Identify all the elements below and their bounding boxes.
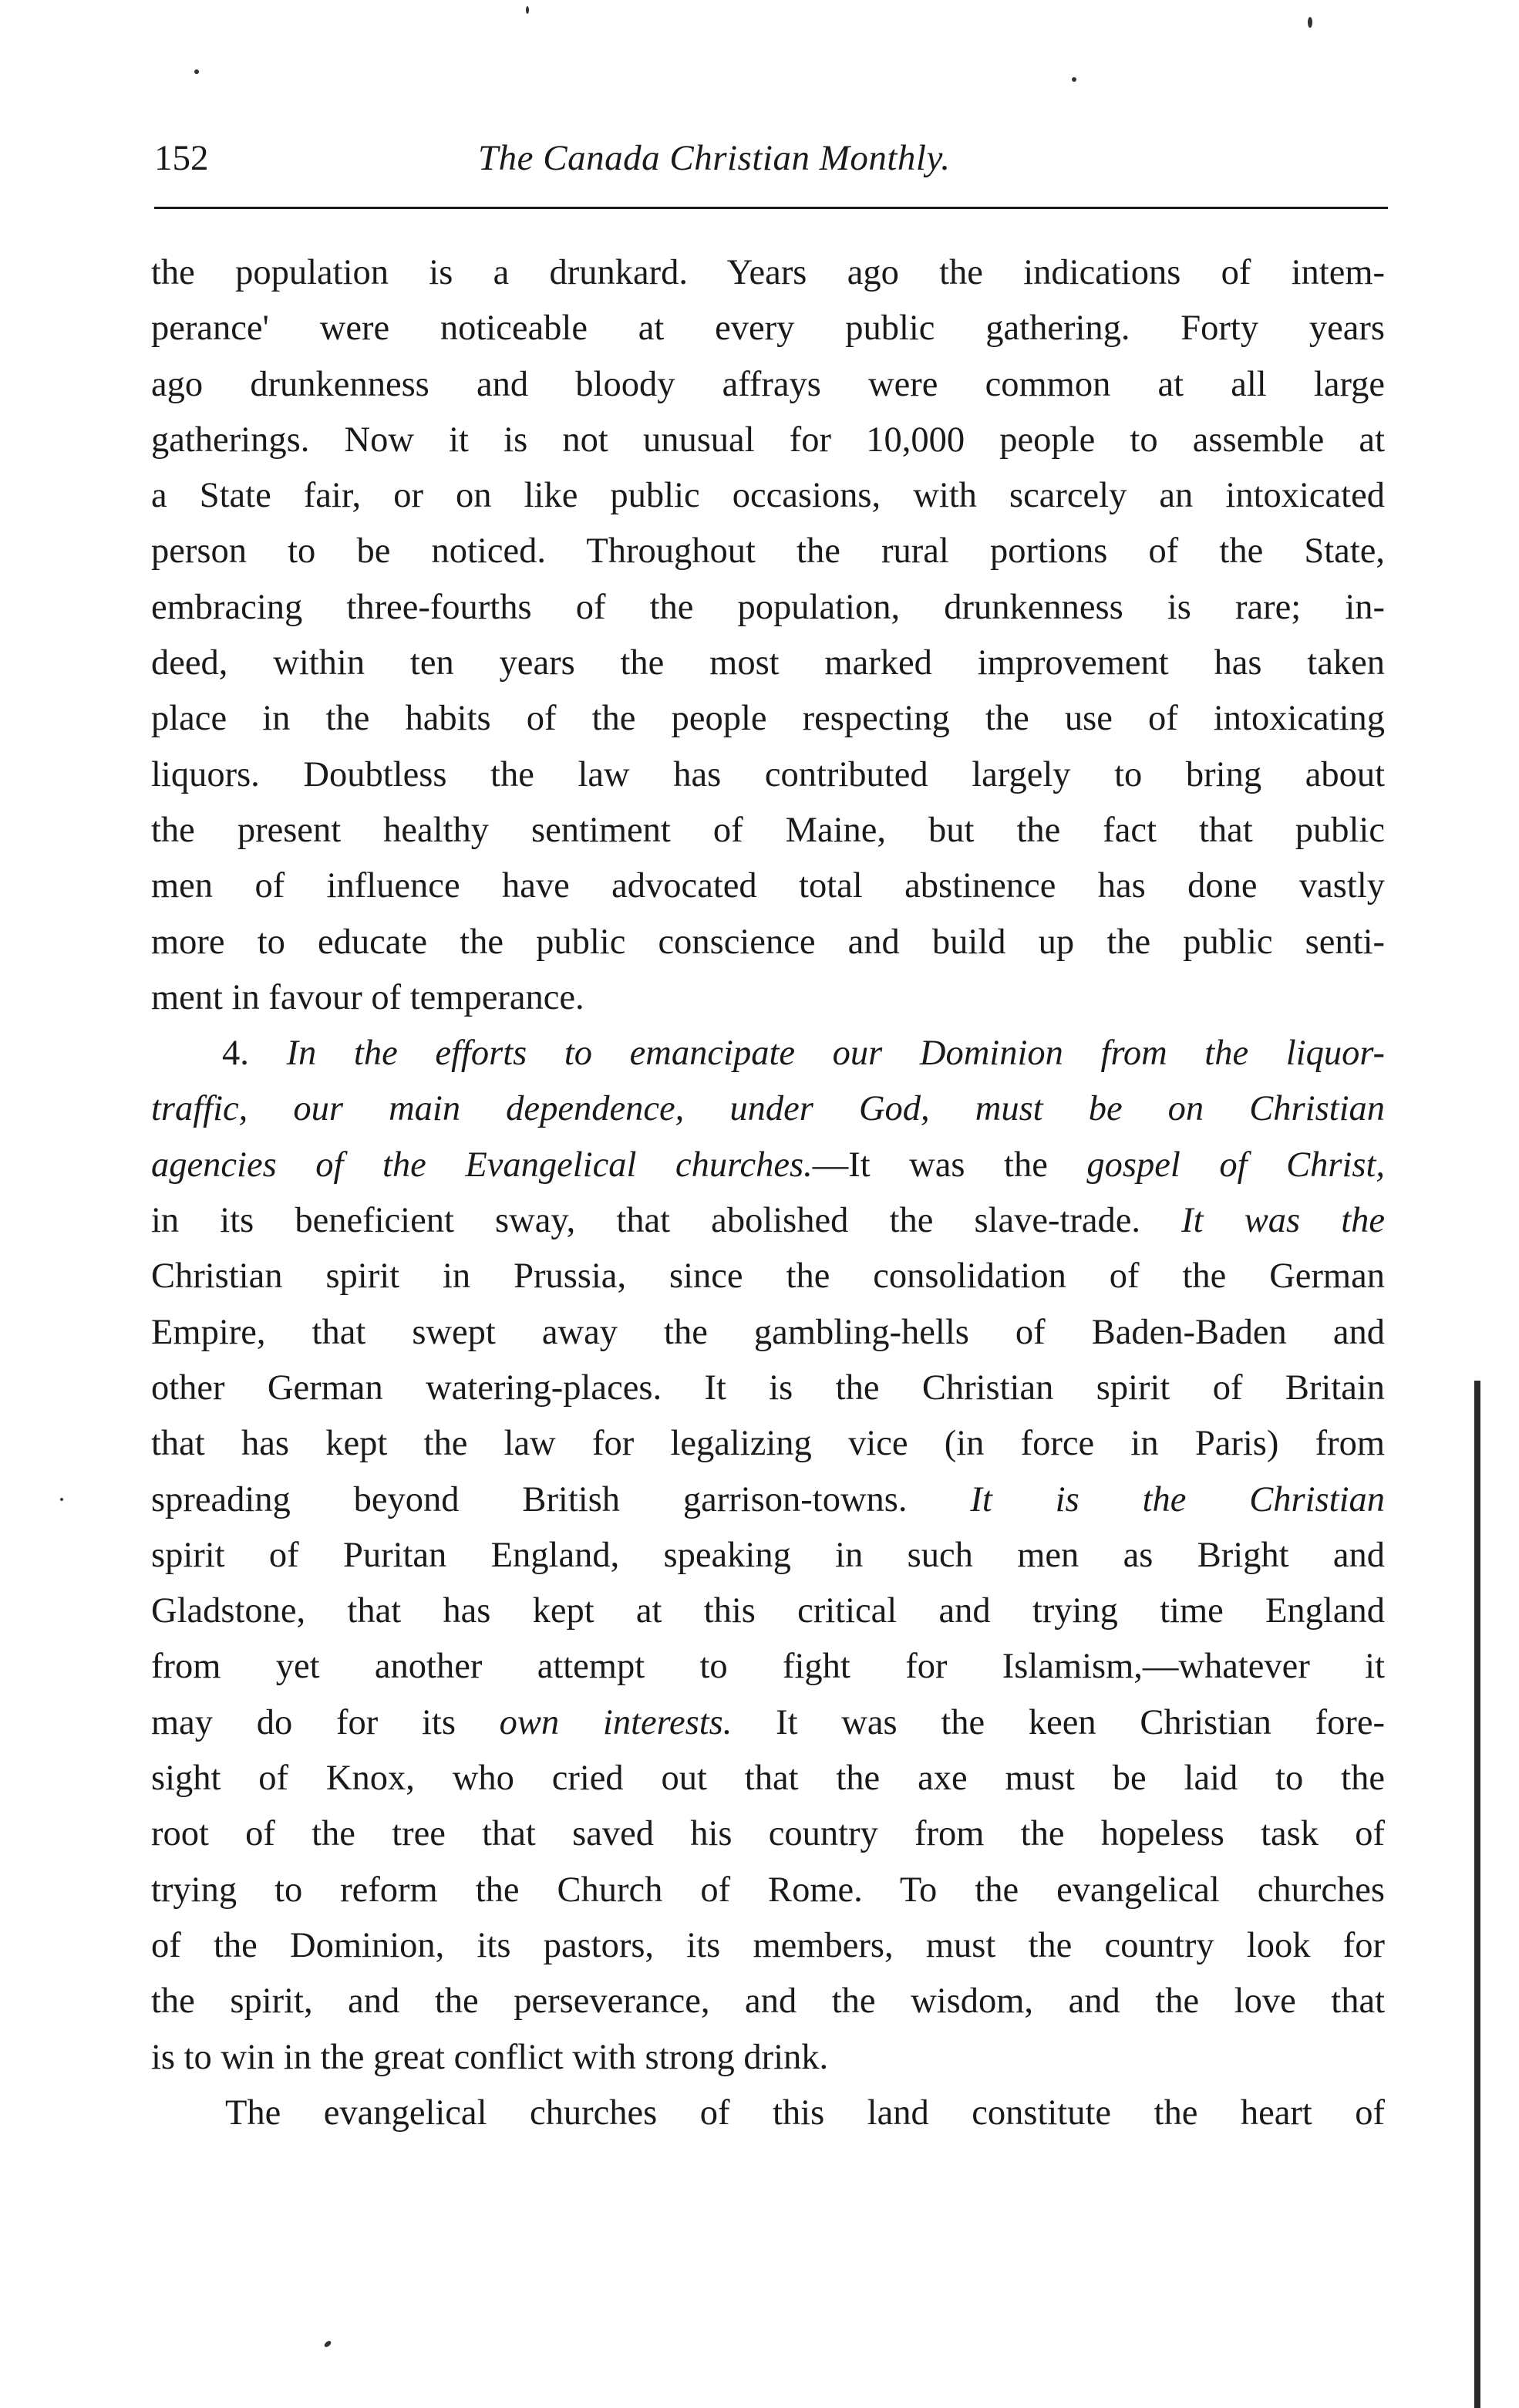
- running-title: The Canada Christian Monthly.: [478, 138, 951, 178]
- text-line: spreading beyond British garrison-towns. It is the Christian: [151, 1479, 1385, 1519]
- scan-speck: [323, 2339, 332, 2348]
- text-line: more to educate the public conscience and build up the public senti-: [151, 922, 1385, 962]
- header-rule: [154, 207, 1388, 209]
- page-header: [154, 131, 1388, 185]
- text-line: place in the habits of the people respecting the use of intoxicating: [151, 699, 1385, 739]
- text-line: may do for its own interests. It was the keen Christian fore-: [151, 1702, 1385, 1742]
- text-line: person to be noticed. Throughout the rural portions of the State,: [151, 531, 1385, 572]
- text-line: agencies of the Evangelical churches.—It was the gospel of Christ,: [151, 1145, 1386, 1185]
- text-line: is to win in the great conflict with strong drink.: [151, 2037, 829, 2077]
- scan-speck: [60, 1498, 63, 1501]
- text-line: Gladstone, that has kept at this critical and trying time England: [151, 1591, 1385, 1631]
- text-line: other German watering-places. It is the Christian spirit of Britain: [151, 1368, 1385, 1408]
- text-line: perance' were noticeable at every public gathering. Forty years: [151, 309, 1385, 349]
- text-line: in its beneficient sway, that abolished the slave-trade. It was the: [151, 1201, 1385, 1241]
- scan-speck: [526, 6, 529, 14]
- page-number: 152: [154, 138, 209, 178]
- body-text: [151, 245, 1385, 2141]
- text-line: from yet another attempt to fight for Islamism,—whatever it: [151, 1647, 1385, 1687]
- text-line: traffic, our main dependence, under God, must be on Christian: [151, 1089, 1385, 1129]
- scan-speck: [1308, 17, 1312, 28]
- scan-speck: [194, 69, 199, 74]
- text-line: trying to reform the Church of Rome. To the evangelical churches: [151, 1870, 1385, 1910]
- text-line: spirit of Puritan England, speaking in such men as Bright and: [151, 1535, 1385, 1575]
- text-line: of the Dominion, its pastors, its members, must the country look for: [151, 1925, 1385, 1965]
- text-line: gatherings. Now it is not unusual for 10,000 people to assemble at: [151, 420, 1385, 460]
- text-line: a State fair, or on like public occasions, with scarcely an intoxicated: [151, 476, 1385, 516]
- text-line: that has kept the law for legalizing vice (in force in Paris) from: [151, 1424, 1385, 1464]
- text-line: Empire, that swept away the gambling-hells of Baden-Baden and: [151, 1312, 1385, 1352]
- scan-speck: [1072, 77, 1076, 82]
- text-line: embracing three-fourths of the population, drunkenness is rare; in-: [151, 587, 1385, 627]
- text-line: the population is a drunkard. Years ago the indications of intem-: [151, 253, 1385, 292]
- text-line: liquors. Doubtless the law has contributed largely to bring about: [151, 754, 1385, 794]
- text-line: men of influence have advocated total abstinence has done vastly: [151, 866, 1385, 906]
- text-line: Christian spirit in Prussia, since the consolidation of the German: [151, 1256, 1385, 1297]
- text-line: the spirit, and the perseverance, and the wisdom, and the love that: [151, 1981, 1385, 2022]
- text-line: ago drunkenness and bloody affrays were common at all large: [151, 364, 1385, 404]
- text-line: root of the tree that saved his country from the hopeless task of: [151, 1814, 1385, 1854]
- text-line: the present healthy sentiment of Maine, but the fact that public: [151, 810, 1385, 850]
- text-line: ment in favour of temperance.: [151, 977, 584, 1017]
- text-line: The evangelical churches of this land constitute the heart of: [225, 2093, 1385, 2133]
- text-line: 4. In the efforts to emancipate our Dominion from the liquor-: [222, 1034, 1386, 1074]
- page-edge-shadow: [1474, 1381, 1480, 2408]
- text-line: deed, within ten years the most marked improvement has taken: [151, 643, 1385, 683]
- text-line: sight of Knox, who cried out that the axe must be laid to the: [151, 1759, 1385, 1799]
